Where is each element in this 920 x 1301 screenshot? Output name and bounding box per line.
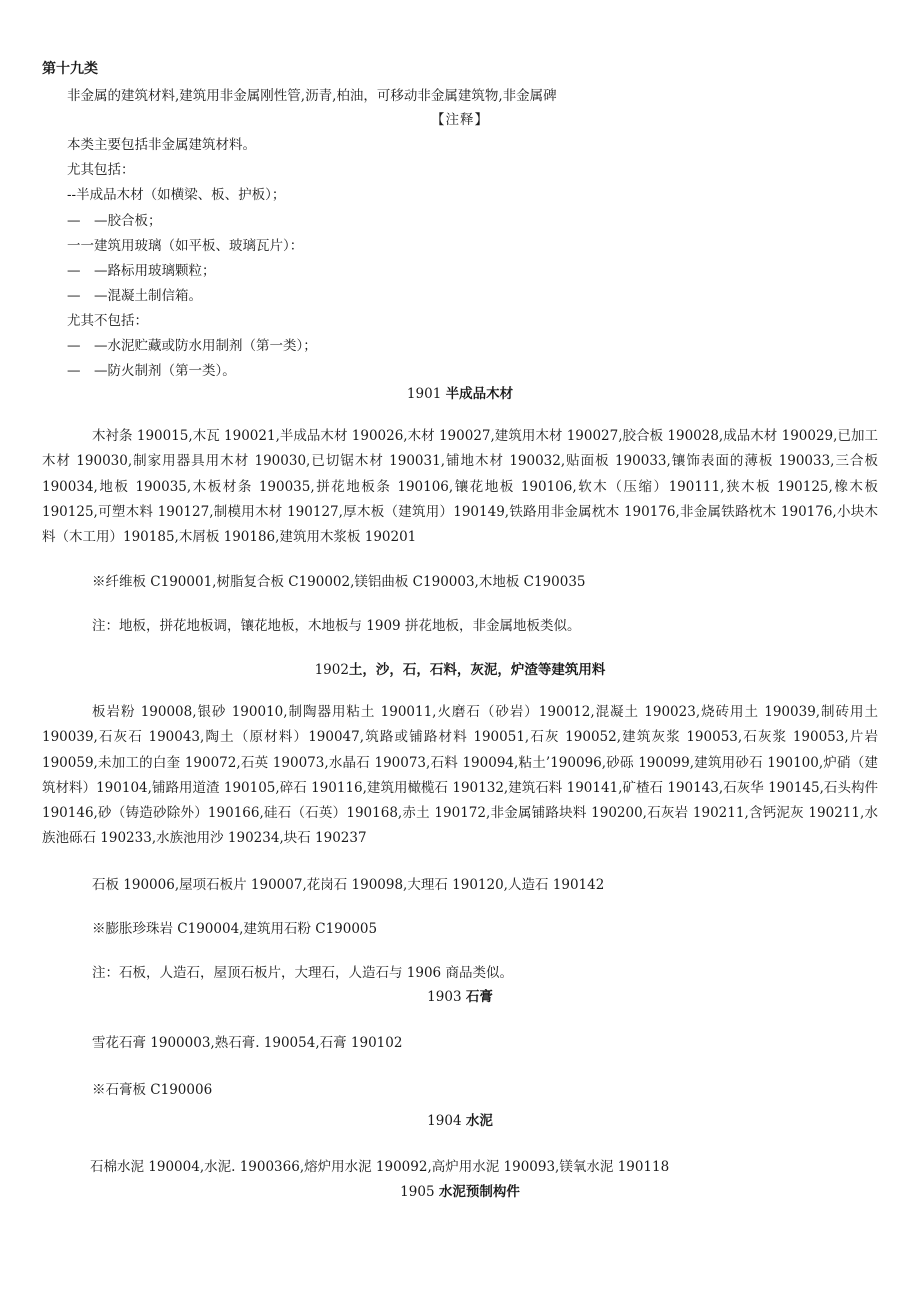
intro-line: 本类主要包括非金属建筑材料。 bbox=[67, 137, 256, 153]
intro-line: 尤其不包括： bbox=[67, 313, 148, 329]
section-title: 土，沙，石，石料，灰泥，炉渣等建筑用料 bbox=[348, 662, 606, 678]
section-number: 1903 bbox=[427, 989, 462, 1005]
intro-line: 尤其包括： bbox=[67, 162, 135, 178]
section-items2-1902: 石板 190006,屋项石板片 190007,花岗石 190098,大理石 190120,人造石 190142 bbox=[92, 877, 605, 893]
section-title: 水泥 bbox=[465, 1113, 493, 1129]
intro-line: 一一建筑用玻璃（如平板、玻璃瓦片）： bbox=[67, 238, 304, 254]
section-heading-1903 bbox=[0, 985, 920, 1005]
intro-line: — —路标用玻璃颗粒； bbox=[67, 263, 216, 279]
section-heading-1901 bbox=[0, 382, 920, 402]
intro-line: — —胶合板； bbox=[67, 213, 162, 229]
section-items-1902: 板岩粉 190008,银砂 190010,制陶器用粘土 190011,火磨石（砂岩）190012,混凝土 190023,烧砖用土 190039,制砖用土 190039,石灰石 190043,陶土（原材料）190047,筑路或铺路材料 190051,石灰 190052,建筑灰浆 190053,石灰浆 190053,片岩 190059,未加工的白奎 190072,石英 190073,水晶石 190073,石料 190094,粘土’190096,砂砾 190099,建筑用砂石 190100,炉硝（建筑材料）190104,铺路用道渣 190105,碎石 190116,建筑用橄榄石 190132,建筑石料 190141,矿楂石 190143,石灰华 190145,石头构件 190146,砂（铸造砂除外）190166,硅石（石英）190168,赤土 190172,非金属铺路块料 190200,石灰岩 190211,含钙泥灰 190211,水族池砾石 190233,水族池用沙 190234,块石 190237 bbox=[42, 704, 878, 847]
class-subtitle: 非金属的建筑材料,建筑用非金属刚性管,沥青,柏油，可移动非金属建筑物,非金属碑 bbox=[67, 88, 557, 104]
section-number: 1905 bbox=[400, 1184, 435, 1200]
intro-line: --半成品木材（如横梁、板、护板）； bbox=[67, 187, 286, 203]
section-items-1901: 木衬条 190015,木瓦 190021,半成品木材 190026,木材 190027,建筑用木材 190027,胶合板 190028,成品木材 190029,已加工木材 190030,制家用器具用木材 190030,已切锯木材 190031,铺地木材 190032,贴面板 190033,镶饰表面的薄板 190033,三合板 190034,地板 190035,木板材条 190035,拼花地板条 190106,镶花地板 190106,软木（压缩）190111,狭木板 190125,橡木板 190125,可塑木料 190127,制模用木材 190127,厚木板（建筑用）190149,铁路用非金属枕木 190176,非金属铁路枕木 190176,小块木料（木工用）190185,木屑板 190186,建筑用木浆板 190201 bbox=[42, 428, 878, 546]
intro-line: — —防火制剂（第一类）。 bbox=[67, 363, 236, 379]
section-heading-1905 bbox=[0, 1180, 920, 1200]
section-note-1902: 注：石板，人造石，屋顶石板片，大理石，人造石与 1906 商品类似。 bbox=[92, 965, 513, 981]
section-title: 石膏 bbox=[465, 989, 493, 1005]
section-number: 1902 bbox=[314, 662, 349, 678]
section-heading-1904 bbox=[0, 1109, 920, 1129]
section-extra-1903: ※石膏板 C190006 bbox=[92, 1082, 213, 1098]
section-extra-1901: ※纤维板 C190001,树脂复合板 C190002,镁铝曲板 C190003,木地板 C190035 bbox=[92, 574, 586, 590]
annotation-heading: 【注释】 bbox=[431, 112, 489, 128]
section-items-1904: 石棉水泥 190004,水泥. 1900366,熔炉用水泥 190092,高炉用水泥 190093,镁氧水泥 190118 bbox=[90, 1159, 670, 1175]
section-title: 水泥预制构件 bbox=[438, 1184, 520, 1200]
section-title: 半成品木材 bbox=[445, 386, 514, 402]
section-items-1903: 雪花石膏 1900003,熟石膏. 190054,石膏 190102 bbox=[92, 1035, 403, 1051]
section-number: 1901 bbox=[406, 386, 442, 402]
section-heading-1902 bbox=[0, 658, 920, 678]
section-note-1901: 注：地板，拼花地板调，镶花地板，木地板与 1909 拼花地板，非金属地板类似。 bbox=[92, 618, 581, 634]
intro-line: — —混凝土制信箱。 bbox=[67, 288, 202, 304]
section-extra-1902: ※膨胀珍珠岩 C190004,建筑用石粉 C190005 bbox=[92, 921, 378, 937]
section-number: 1904 bbox=[427, 1113, 462, 1129]
intro-line: — —水泥贮藏或防水用制剂（第一类）； bbox=[67, 338, 317, 354]
class-title: 第十九类 bbox=[42, 61, 98, 77]
